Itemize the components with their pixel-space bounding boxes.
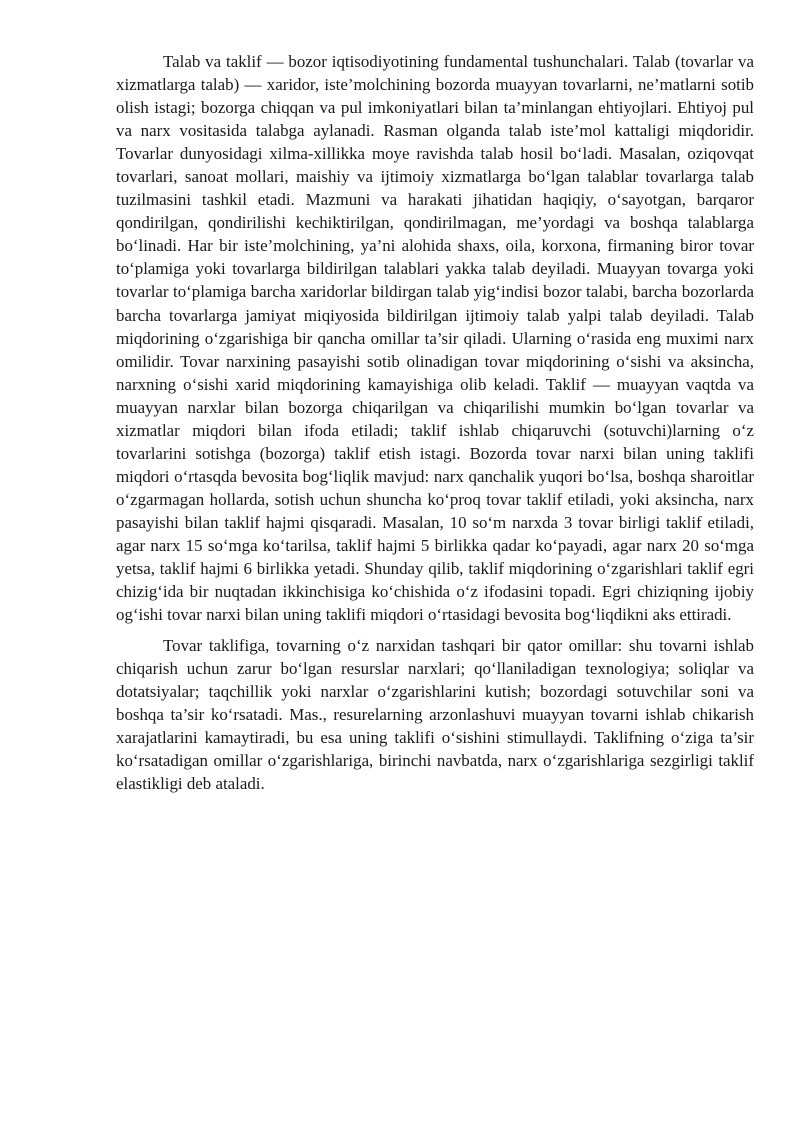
document-page [116,50,754,796]
paragraph-tovar-taklifi-omillari: Tovar taklifiga, tovarning o‘z narxidan tashqari bir qator omillar: shu tovarni ishlab chiqarish uchun zarur bo‘lgan resurslar narxlari; qo‘llaniladigan texnologiya; soliqlar va dotatsiyalar; taqchillik yoki narxlar o‘zgarishlarini kutish; bozordagi sotuvchilar soni va boshqa ta’sir ko‘rsatadi. Mas., resurelarning arzonlashuvi muayyan tovarni ishlab chikarish xarajatlarini kamaytiradi, bu esa uning taklifi o‘sishini stimullaydi. Taklifning o‘ziga ta’sir ko‘rsatadigan omillar o‘zgarishlariga, birinchi navbatda, narx o‘zgarishlariga sezgirligi taklif elastikligi deb ataladi. [116,636,754,794]
paragraph-talab-va-taklif: Talab va taklif — bozor iqtisodiyotining fundamental tushunchalari. Talab (tovarlar va xizmatlarga talab) — xaridor, iste’molchining bozorda muayyan tovarlarni, ne’matlarni sotib olish istagi; bozorga chiqqan va pul imkoniyatlari bilan ta’minlangan ehtiyojlari. Ehtiyoj pul va narx vositasida talabga aylanadi. Rasman olganda talab iste’mol kattaligi miqdoridir. Tovarlar dunyosidagi xilma-xillikka moye ravishda talab hosil bo‘ladi. Masalan, oziqovqat tovarlari, sanoat mollari, maishiy va ijtimoiy xizmatlarga bo‘lgan talablar tovarlarga talab tuzilmasini tashkil etadi. Mazmuni va harakati jihatidan haqiqiy, o‘sayotgan, barqaror qondirilgan, qondirilishi kechiktirilgan, qondirilmagan, me’yordagi va boshqa talablarga bo‘linadi. Har bir iste’molchining, ya’ni alohida shaxs, oila, korxona, firmaning biror tovar to‘plamiga yoki tovarlarga bildirilgan talablari yakka talab deyiladi. Muayyan tovarga yoki tovarlar to‘plamiga barcha xaridorlar bildirgan talab yig‘indisi bozor talabi, barcha bozorlarda barcha tovarlarga jamiyat miqiyosida bildirilgan ijtimoiy talab yalpi talab deyiladi. Talab miqdorining o‘zgarishiga bir qancha omillar ta’sir qiladi. Ularning o‘rasida eng muximi narx omilidir. Tovar narxining pasayishi sotib olinadigan tovar miqdorining o‘sishi va aksincha, narxning o‘sishi xarid miqdorining kamayishiga olib keladi. Taklif — muayyan vaqtda va muayyan narxlar bilan bozorga chiqarilgan va chiqarilishi mumkin bo‘lgan tovarlar va xizmatlar miqdori bilan ifoda etiladi; taklif ishlab chiqaruvchi (sotuvchi)larning o‘z tovarlarini sotishga (bozorga) taklif etish istagi. Bozorda tovar narxi bilan uning taklifi miqdori o‘rtasqda bevosita bog‘liqlik mavjud: narx qanchalik yuqori bo‘lsa, boshqa sharoitlar o‘zgarmagan hollarda, sotish uchun shuncha ko‘proq tovar taklif etiladi, yoki aksincha, narx pasayishi bilan taklif hajmi qisqaradi. Masalan, 10 so‘m narxda 3 tovar birligi taklif etiladi, agar narx 15 so‘mga ko‘tarilsa, taklif hajmi 5 birlikka qadar ko‘payadi, agar narx 20 so‘mga yetsa, taklif hajmi 6 birlikka yetadi. Shunday qilib, taklif miqdorining o‘zgarishlari taklif egri chizig‘ida bir nuqtadan ikkinchisiga ko‘chishida o‘z ifodasini topadi. Egri chiziqning ijobiy og‘ishi tovar narxi bilan uning taklifi miqdori o‘rtasidagi bevosita bog‘liqdikni aks ettiradi. [116,52,754,625]
